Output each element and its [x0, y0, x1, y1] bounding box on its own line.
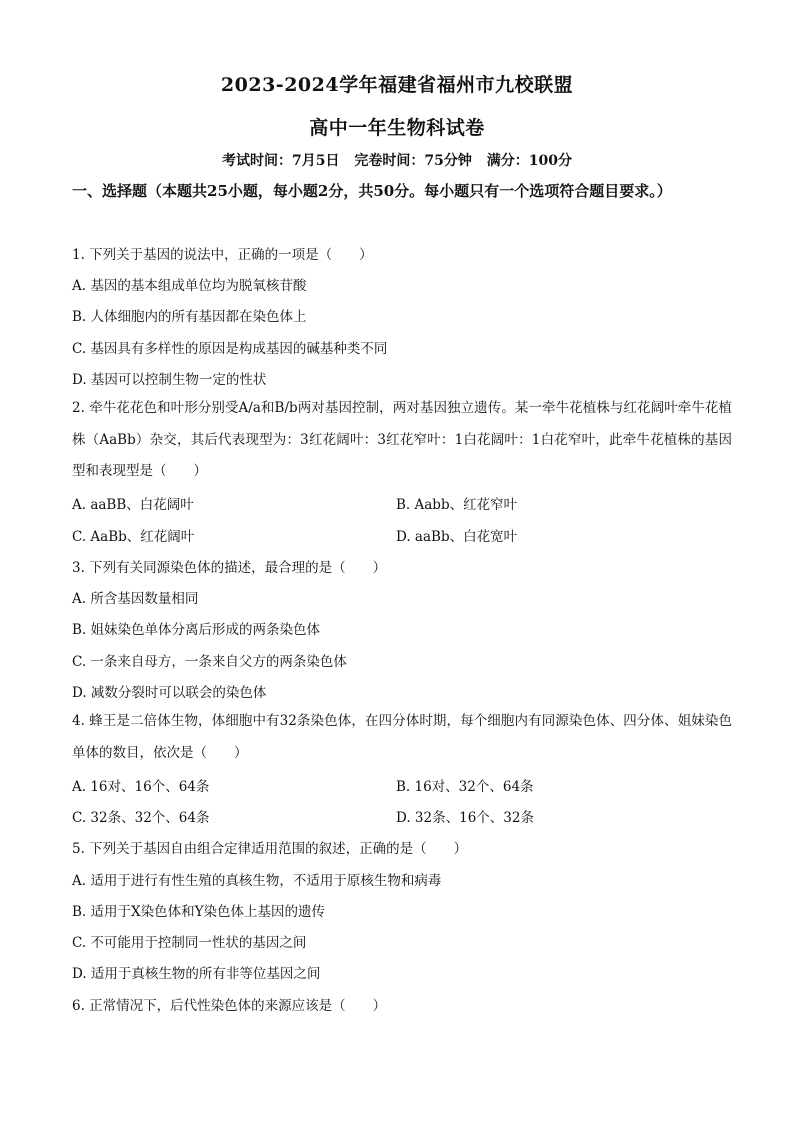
- section-heading: 一、选择题（本题共25小题，每小题2分，共50分。每小题只有一个选项符合题目要求。）: [72, 182, 672, 200]
- option-c: C. 不可能用于控制同一性状的基因之间: [72, 935, 307, 951]
- option-d: D. 基因可以控制生物一定的性状: [72, 372, 267, 388]
- option-a: A. 16对、16个、64条: [72, 779, 210, 795]
- option-a: A. 基因的基本组成单位均为脱氧核苷酸: [72, 278, 307, 294]
- option-d: D. aaBb、白花宽叶: [396, 529, 518, 545]
- question-stem: 2. 牵牛花花色和叶形分别受A/a和B/b两对基因控制，两对基因独立遗传。某一牵牛花植株与红花阔叶牵牛花植株（AaBb）杂交，其后代表现型为：3红花阔叶：3红花窄叶：1白花阔叶：1白花窄叶，此牵牛花植株的基因型和表现型是（ ）: [72, 400, 732, 479]
- option-b: B. 姐妹染色单体分离后形成的两条染色体: [72, 622, 321, 638]
- question-stem: 4. 蜂王是二倍体生物，体细胞中有32条染色体，在四分体时期，每个细胞内有同源染色体、四分体、姐妹染色单体的数目，依次是（ ）: [72, 713, 732, 761]
- option-c: C. 32条、32个、64条: [72, 810, 210, 826]
- option-c: C. 基因具有多样性的原因是构成基因的碱基种类不同: [72, 341, 388, 357]
- exam-title-line2: 高中一年生物科试卷: [309, 117, 485, 139]
- option-a: A. 适用于进行有性生殖的真核生物，不适用于原核生物和病毒: [72, 873, 442, 889]
- option-d: D. 减数分裂时可以联会的染色体: [72, 685, 267, 701]
- option-d: D. 适用于真核生物的所有非等位基因之间: [72, 966, 321, 982]
- question-stem: 1. 下列关于基因的说法中，正确的一项是（ ）: [72, 247, 373, 263]
- option-b: B. 适用于X染色体和Y染色体上基因的遗传: [72, 904, 326, 920]
- option-c: C. 一条来自母方，一条来自父方的两条染色体: [72, 654, 347, 670]
- option-d: D. 32条、16个、32条: [396, 810, 534, 826]
- exam-date: 考试时间：7月5日: [222, 153, 340, 169]
- exam-meta: [0, 150, 794, 170]
- option-a: A. 所含基因数量相同: [72, 591, 199, 607]
- option-c: C. AaBb、红花阔叶: [72, 529, 195, 545]
- question-stem: 5. 下列关于基因自由组合定律适用范围的叙述，正确的是（ ）: [72, 841, 468, 857]
- option-a: A. aaBB、白花阔叶: [72, 497, 194, 513]
- exam-duration: 完卷时间：75分钟: [354, 153, 472, 169]
- exam-full-score: 满分：100分: [486, 153, 572, 169]
- option-b: B. Aabb、红花窄叶: [396, 497, 518, 513]
- question-stem: 6. 正常情况下，后代性染色体的来源应该是（ ）: [72, 998, 387, 1014]
- question-stem: 3. 下列有关同源染色体的描述，最合理的是（ ）: [72, 560, 387, 576]
- option-b: B. 16对、32个、64条: [396, 779, 534, 795]
- exam-title-line1: 2023-2024学年福建省福州市九校联盟: [220, 74, 574, 96]
- option-b: B. 人体细胞内的所有基因都在染色体上: [72, 309, 307, 325]
